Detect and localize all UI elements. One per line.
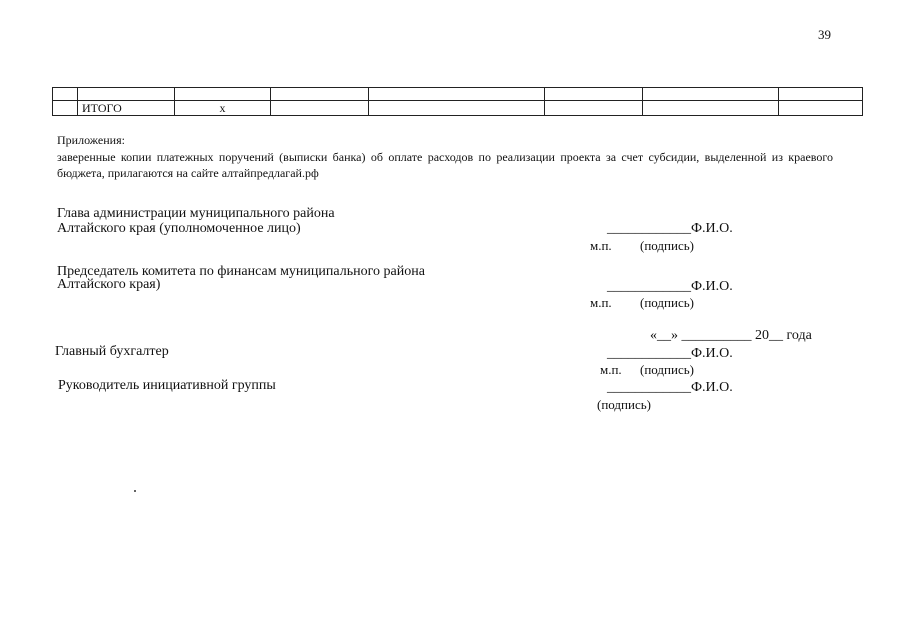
head-admin-title-line1: Глава администрации муниципального района [57, 206, 335, 221]
initiative-head-signature-line: ____________Ф.И.О. [607, 380, 733, 395]
head-admin-title-line2: Алтайского края (уполномоченное лицо) [57, 221, 301, 236]
page-number: 39 [818, 27, 831, 42]
chief-accountant-signature-line: ____________Ф.И.О. [607, 346, 733, 361]
chief-accountant-stamp: м.п. [600, 362, 622, 377]
head-admin-signature-caption: (подпись) [640, 238, 694, 253]
head-admin-signature-line: ____________Ф.И.О. [607, 221, 733, 236]
table-row [53, 88, 863, 101]
report-table [52, 87, 863, 116]
head-admin-stamp: м.п. [590, 238, 612, 253]
chief-accountant-signature-caption: (подпись) [640, 362, 694, 377]
attachments-text: заверенные копии платежных поручений (выписки банка) об оплате расходов по реализации проекта за счет субсидии, выделенной из краевого бюджета, прилагаются на сайте алтайпредлагай.рф [57, 150, 833, 180]
finance-chair-stamp: м.п. [590, 295, 612, 310]
total-label: ИТОГО [78, 101, 175, 116]
initiative-head-signature-caption: (подпись) [597, 397, 651, 412]
finance-chair-signature-line: ____________Ф.И.О. [607, 279, 733, 294]
initiative-head-title: Руководитель инициативной группы [58, 378, 276, 393]
total-row [53, 101, 863, 116]
chief-accountant-title: Главный бухгалтер [55, 344, 169, 359]
finance-chair-signature-caption: (подпись) [640, 295, 694, 310]
attachments-title: Приложения: [57, 133, 125, 147]
finance-chair-title-line1: Председатель комитета по финансам муниципального района [57, 264, 425, 279]
scan-dot [134, 490, 136, 492]
date-line: «__» __________ 20__ года [650, 328, 812, 343]
total-mark: х [175, 101, 271, 116]
finance-chair-title-line2: Алтайского края) [57, 277, 161, 292]
